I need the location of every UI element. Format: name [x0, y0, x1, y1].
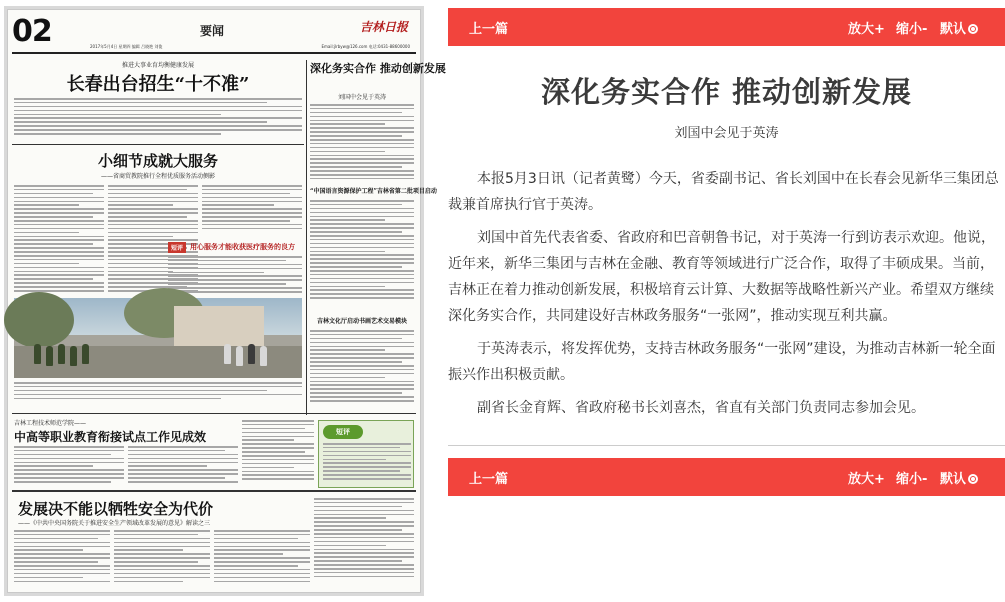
zoom-out-button[interactable]: 缩小-	[896, 472, 928, 487]
brief-news-label: 短评	[323, 425, 363, 439]
story-headline[interactable]: 吉林文化厅启动书画艺术交易模块	[316, 318, 407, 325]
story-headline[interactable]: 发展决不能以牺牲安全为代价	[18, 500, 214, 518]
zoom-out-button[interactable]: 缩小-	[896, 22, 928, 37]
article-paragraph: 副省长金育辉、省政府秘书长刘喜杰，省直有关部门负责同志参加会见。	[477, 400, 925, 416]
story-text-block	[128, 446, 238, 488]
newspaper-page[interactable]	[7, 9, 446, 593]
section-rule	[12, 144, 304, 145]
previous-article-link[interactable]: 上一篇	[469, 472, 509, 487]
section-name: 要闻	[200, 24, 225, 38]
story-text-block	[14, 98, 302, 142]
story-text-block	[14, 185, 104, 295]
previous-article-link[interactable]: 上一篇	[469, 22, 509, 37]
article-nav-bar-top	[448, 8, 1005, 46]
story-text-block	[314, 498, 414, 592]
story-text-block	[310, 104, 414, 182]
story-text-block	[214, 530, 310, 592]
story-kicker: 吉林工程技术师范学院——	[14, 420, 87, 427]
story-text-block	[114, 530, 210, 592]
section-rule	[12, 413, 416, 414]
brief-news-box[interactable]	[318, 420, 414, 488]
contact-line: Email:jlrbyw@126.com 电话:0431-88600000	[321, 44, 410, 49]
section-rule	[12, 490, 416, 492]
newspaper-header	[12, 14, 416, 54]
brief-text-block	[323, 443, 411, 485]
commentary-headline[interactable]: 用心服务才能收获医疗服务的良方	[190, 243, 295, 251]
story-text-block	[14, 446, 124, 488]
reset-circle-icon	[968, 474, 978, 484]
story-headline[interactable]: 长春出台招生“十不准”	[66, 74, 250, 95]
news-photo	[14, 298, 302, 378]
newspaper-page-frame	[4, 6, 446, 596]
story-text-block	[168, 256, 302, 296]
reset-zoom-label: 默认	[940, 22, 967, 37]
story-text-block	[242, 420, 314, 488]
story-text-block	[14, 530, 110, 592]
article-paragraph: 刘国中首先代表省委、省政府和巴音朝鲁书记，对于英涛一行到访表示欢迎。他说，近年来，新华三集团与吉林在金融、教育等领域进行广泛合作，取得了丰硕成果。当前，吉林正在着力推动创新发展，积极培育云计算、大数据等战略性新兴产业。希望双方继续深化务实合作，共同建设好吉林政务服务“一张网”，推动实现互利共赢。	[448, 230, 995, 324]
column-rule	[306, 60, 307, 415]
article-subtitle: 刘国中会见于英涛	[674, 126, 779, 141]
article-paragraph: 本报5月3日讯（记者黄鹭）今天，省委副书记、省长刘国中在长春会见新华三集团总裁兼首席执行官于英涛。	[448, 171, 999, 213]
reset-zoom-label: 默认	[940, 472, 967, 487]
story-subhead: 刘国中会见于英涛	[337, 94, 386, 101]
article-body	[448, 166, 1003, 428]
article-reader	[448, 8, 1005, 602]
zoom-in-button[interactable]: 放大+	[848, 22, 885, 37]
article-nav-bar-bottom	[448, 458, 1005, 496]
story-subhead: ——省商贸教院推行全程优质服务活动侧影	[100, 173, 215, 180]
reset-zoom-button[interactable]	[940, 468, 978, 487]
page-number: 02	[12, 14, 52, 49]
article-divider	[448, 445, 1005, 446]
story-headline[interactable]: 中高等职业教育衔接试点工作见成效	[14, 430, 207, 444]
story-subhead: ——《中共中央国务院关于推进安全生产领域改革发展的意见》解读之三	[18, 520, 211, 527]
story-text-block	[310, 200, 414, 310]
zoom-in-button[interactable]: 放大+	[848, 472, 885, 487]
story-headline[interactable]: “中国语言资源保护工程”吉林省第二批项目启动	[310, 188, 437, 195]
commentary-label: 短评	[168, 242, 186, 253]
article-title: 深化务实合作 推动创新发展	[540, 75, 913, 109]
reset-circle-icon	[968, 24, 978, 34]
photo-caption	[14, 382, 302, 412]
story-headline[interactable]: 深化务实合作 推动创新发展	[310, 62, 446, 75]
story-text-block	[310, 330, 414, 410]
story-text-block	[202, 185, 302, 235]
story-kicker: 推进大事业育均衡健康发展	[121, 62, 194, 69]
dateline: 2017年5月4日 星期四 编辑 吕晓艳 刘俊	[90, 44, 163, 49]
reset-zoom-button[interactable]	[940, 18, 978, 37]
story-headline[interactable]: 小细节成就大服务	[97, 152, 218, 170]
article-paragraph: 于英涛表示，将发挥优势，支持吉林政务服务“一张网”建设，为推动吉林新一轮全面振兴作出积极贡献。	[448, 341, 996, 383]
masthead-logo: 吉林日报	[359, 20, 408, 34]
